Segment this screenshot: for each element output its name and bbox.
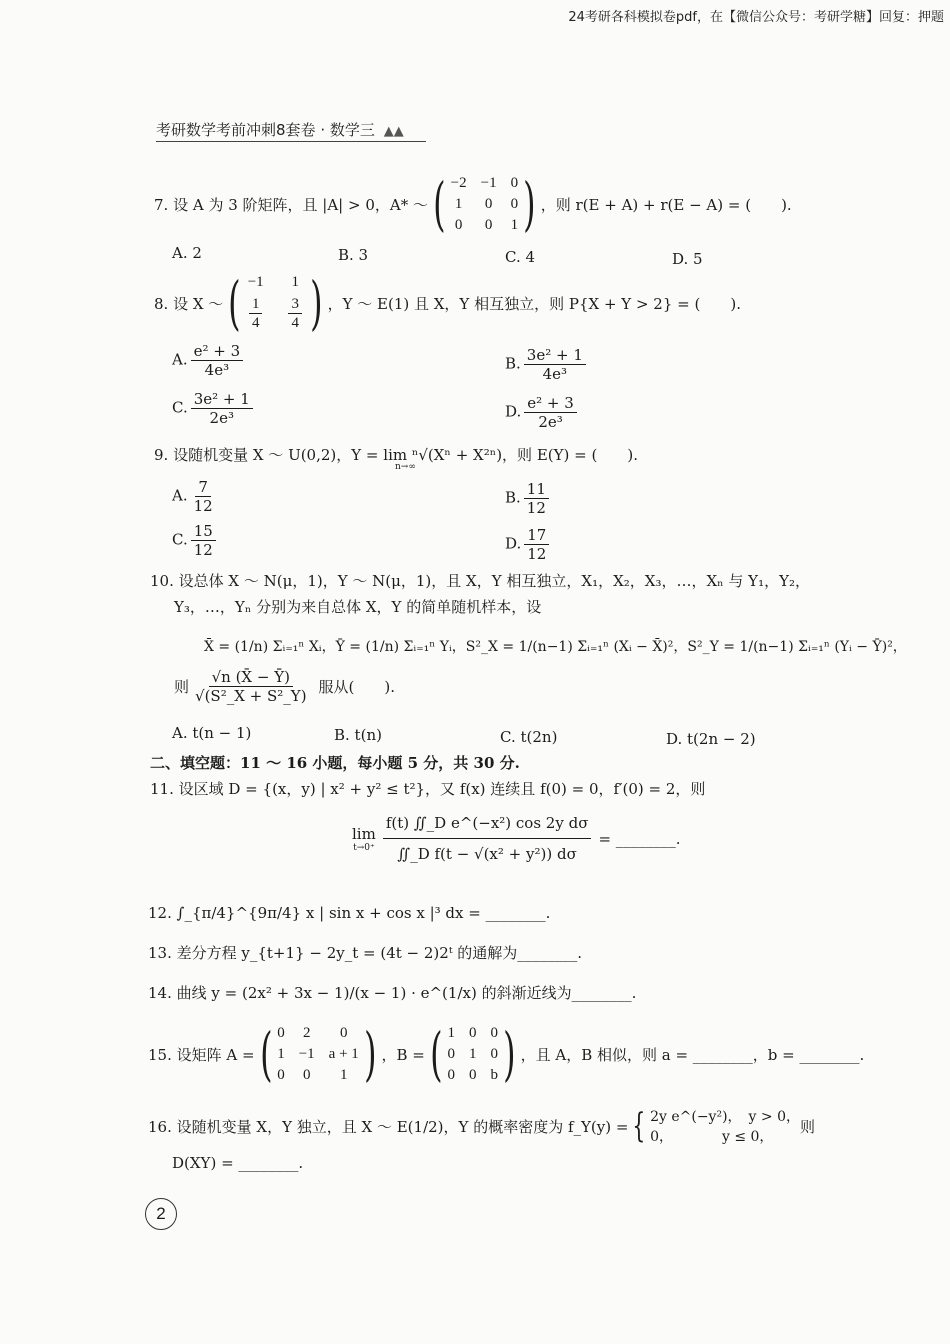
matrix-grid: 0 2 0 1 −1 a + 1 0 0 1 bbox=[277, 1024, 359, 1083]
q7-stem-b: ，则 r(E + A) + r(E − A) = ( ). bbox=[540, 195, 792, 214]
q10-line2: Y₃，…，Yₙ 分别为来自总体 X，Y 的简单随机样本，设 bbox=[174, 598, 542, 616]
q11-lim: lim t→0⁺ bbox=[352, 824, 376, 853]
q9-option-c: C. $\frac{15}{12}$ bbox=[172, 522, 219, 559]
q16-stem-b: 则 bbox=[799, 1117, 815, 1136]
question-8 bbox=[154, 269, 741, 337]
q7-option-d: D. 5 bbox=[672, 250, 703, 268]
q7-option-b: B. 3 bbox=[338, 246, 369, 264]
q11-stem: 11. 设区域 D = {(x，y) | x² + y² ≤ t²}，又 f(x) 连续且 f(0) = 0，f′(0) = 2，则 bbox=[150, 780, 706, 798]
right-paren: ) bbox=[310, 269, 323, 337]
q14: 14. 曲线 y = (2x² + 3x − 1)/(x − 1) · e^(1/x) 的斜渐近线为________. bbox=[148, 984, 637, 1002]
q10-formula: X̄ = (1/n) Σᵢ₌₁ⁿ Xᵢ，Ȳ = (1/n) Σᵢ₌₁ⁿ Yᵢ，S²_X = 1/(n−1) Σᵢ₌₁ⁿ (Xᵢ − X̄)²，S²_Y = 1/(n−1) Σᵢ₌₁ⁿ (Yᵢ − Ȳ)²， bbox=[204, 639, 907, 655]
q10-fraction: $\frac{√n (X̄ - Ȳ)}{\text{√(S²\_X + S²\_Y)}}$ bbox=[195, 668, 307, 705]
q10-option-c: C. t(2n) bbox=[500, 728, 558, 746]
q8-stem-a: 8. 设 X ～ bbox=[154, 294, 224, 313]
matrix-grid bbox=[451, 175, 518, 234]
q9-stem: 9. 设随机变量 X ～ U(0,2)，Y = lim ⁿ√(Xⁿ + X²ⁿ)，则 E(Y) = ( ). bbox=[154, 446, 638, 464]
matrix-cell: 0 bbox=[484, 195, 493, 212]
q13: 13. 差分方程 y_{t+1} − 2y_t = (4t − 2)2ᵗ 的通解为________. bbox=[148, 944, 583, 962]
question-15 bbox=[148, 1020, 864, 1088]
book-title-bar bbox=[156, 119, 404, 140]
matrix-fraction: $\frac{3}{4}$ bbox=[288, 295, 302, 332]
question-7 bbox=[154, 169, 792, 239]
q8-stem-b: ，Y ～ E(1) 且 X，Y 相互独立，则 P{X + Y > 2} = ( ). bbox=[327, 294, 741, 313]
q16-line2: D(XY) = ________. bbox=[172, 1154, 304, 1172]
matrix-cell: 0 bbox=[510, 174, 519, 191]
brace-icon: { bbox=[632, 1106, 646, 1146]
q15-matrix-a: ( 0 2 0 1 −1 a + 1 0 0 1 ) bbox=[259, 1020, 377, 1088]
matrix-cell: 0 bbox=[510, 195, 519, 212]
q10-option-d: D. t(2n − 2) bbox=[666, 730, 756, 748]
page-number: 2 bbox=[145, 1198, 177, 1230]
matrix-cell: 1 bbox=[510, 216, 519, 233]
matrix-fraction: $\frac{1}{4}$ bbox=[249, 295, 263, 332]
q8-option-a: A. $\frac{\text{e² + 3}}{\text{4e³}}$ bbox=[172, 342, 246, 379]
question-16 bbox=[148, 1104, 815, 1148]
q10-option-a: A. t(n − 1) bbox=[172, 724, 252, 742]
matrix-grid: 1 0 0 0 1 0 0 0 b bbox=[447, 1024, 498, 1083]
q15-stem-b: ，且 A，B 相似，则 a = ________，b = ________. bbox=[520, 1045, 865, 1064]
q10-statistic bbox=[174, 668, 395, 705]
matrix-grid bbox=[246, 274, 305, 332]
q15-stem-a: 15. 设矩阵 A = bbox=[148, 1045, 255, 1064]
q7-option-a: A. 2 bbox=[172, 244, 202, 262]
matrix-cell: 0 bbox=[484, 216, 493, 233]
q12: 12. ∫_{π/4}^{9π/4} x | sin x + cos x |³ dx = ________. bbox=[148, 904, 551, 922]
decoration-icon: ▲▲ bbox=[379, 124, 404, 139]
q15-mid: ，B = bbox=[381, 1045, 425, 1064]
q16-case1: 2y e^(−y²)， y > 0， bbox=[650, 1109, 800, 1125]
q8-distribution-matrix bbox=[223, 269, 327, 337]
q10-then-prefix: 则 bbox=[174, 678, 190, 696]
q10-line1: 10. 设总体 X ～ N(μ，1)，Y ～ N(μ，1)，且 X，Y 相互独立，X₁，X₂，X₃，…，Xₙ 与 Y₁，Y₂， bbox=[150, 572, 811, 590]
q7-stem-a: 7. 设 A 为 3 阶矩阵，且 |A| > 0，A* ～ bbox=[154, 195, 428, 214]
left-paren: ( bbox=[228, 269, 241, 337]
matrix-cell: 0 bbox=[454, 216, 463, 233]
matrix-cell: −2 bbox=[450, 174, 467, 191]
matrix-cell: 1 bbox=[454, 195, 463, 212]
q7-option-c: C. 4 bbox=[505, 248, 536, 266]
title-rule bbox=[156, 141, 426, 142]
matrix-cell: −1 bbox=[480, 174, 497, 191]
matrix-cell: −1 bbox=[247, 274, 264, 290]
q8-option-c: C. $\frac{\text{3e² + 1}}{\text{2e³}}$ bbox=[172, 390, 256, 427]
q9-option-a: A. $\frac{7}{12}$ bbox=[172, 478, 213, 515]
top-note: 24考研各科模拟卷pdf，在【微信公众号：考研学糖】回复：押题 bbox=[568, 10, 944, 25]
q9-option-b: B. $\frac{11}{12}$ bbox=[505, 480, 552, 517]
q15-matrix-b: ( 1 0 0 0 1 0 0 0 b ) bbox=[429, 1020, 516, 1088]
q16-case2: 0， y ≤ 0， bbox=[650, 1129, 774, 1145]
q16-cases bbox=[650, 1106, 800, 1146]
q16-stem-a: 16. 设随机变量 X，Y 独立，且 X ～ E(1/2)，Y 的概率密度为 f_Y(y) = bbox=[148, 1117, 629, 1136]
q11-tail: = ________. bbox=[598, 829, 681, 848]
q8-option-b: B. $\frac{\text{3e² + 1}}{\text{4e³}}$ bbox=[505, 346, 589, 383]
book-title: 考研数学考前冲刺8套卷 · 数学三 bbox=[156, 121, 375, 139]
matrix-cell: 1 bbox=[291, 274, 299, 290]
q11-limit-expression bbox=[352, 808, 681, 869]
q9-option-d: D. $\frac{17}{12}$ bbox=[505, 526, 552, 563]
right-paren: ) bbox=[523, 170, 536, 238]
section-2-heading: 二、填空题：11 ～ 16 小题，每小题 5 分，共 30 分. bbox=[150, 754, 520, 772]
q9-lim-sub: n→∞ bbox=[395, 462, 416, 472]
q10-option-b: B. t(n) bbox=[334, 726, 382, 744]
q8-option-d: D. $\frac{\text{e² + 3}}{\text{2e³}}$ bbox=[505, 394, 580, 431]
q10-then-suffix: 服从( ). bbox=[318, 678, 396, 696]
left-paren: ( bbox=[433, 170, 446, 238]
q11-fraction: $\frac{\text{f(t) ∬\_D e\textasciicircum{}(−x²) cos 2y dσ}}{\text{∬\_D f(t − √(x² + y²)) dσ}}$ bbox=[383, 808, 592, 869]
q7-matrix bbox=[428, 170, 541, 238]
